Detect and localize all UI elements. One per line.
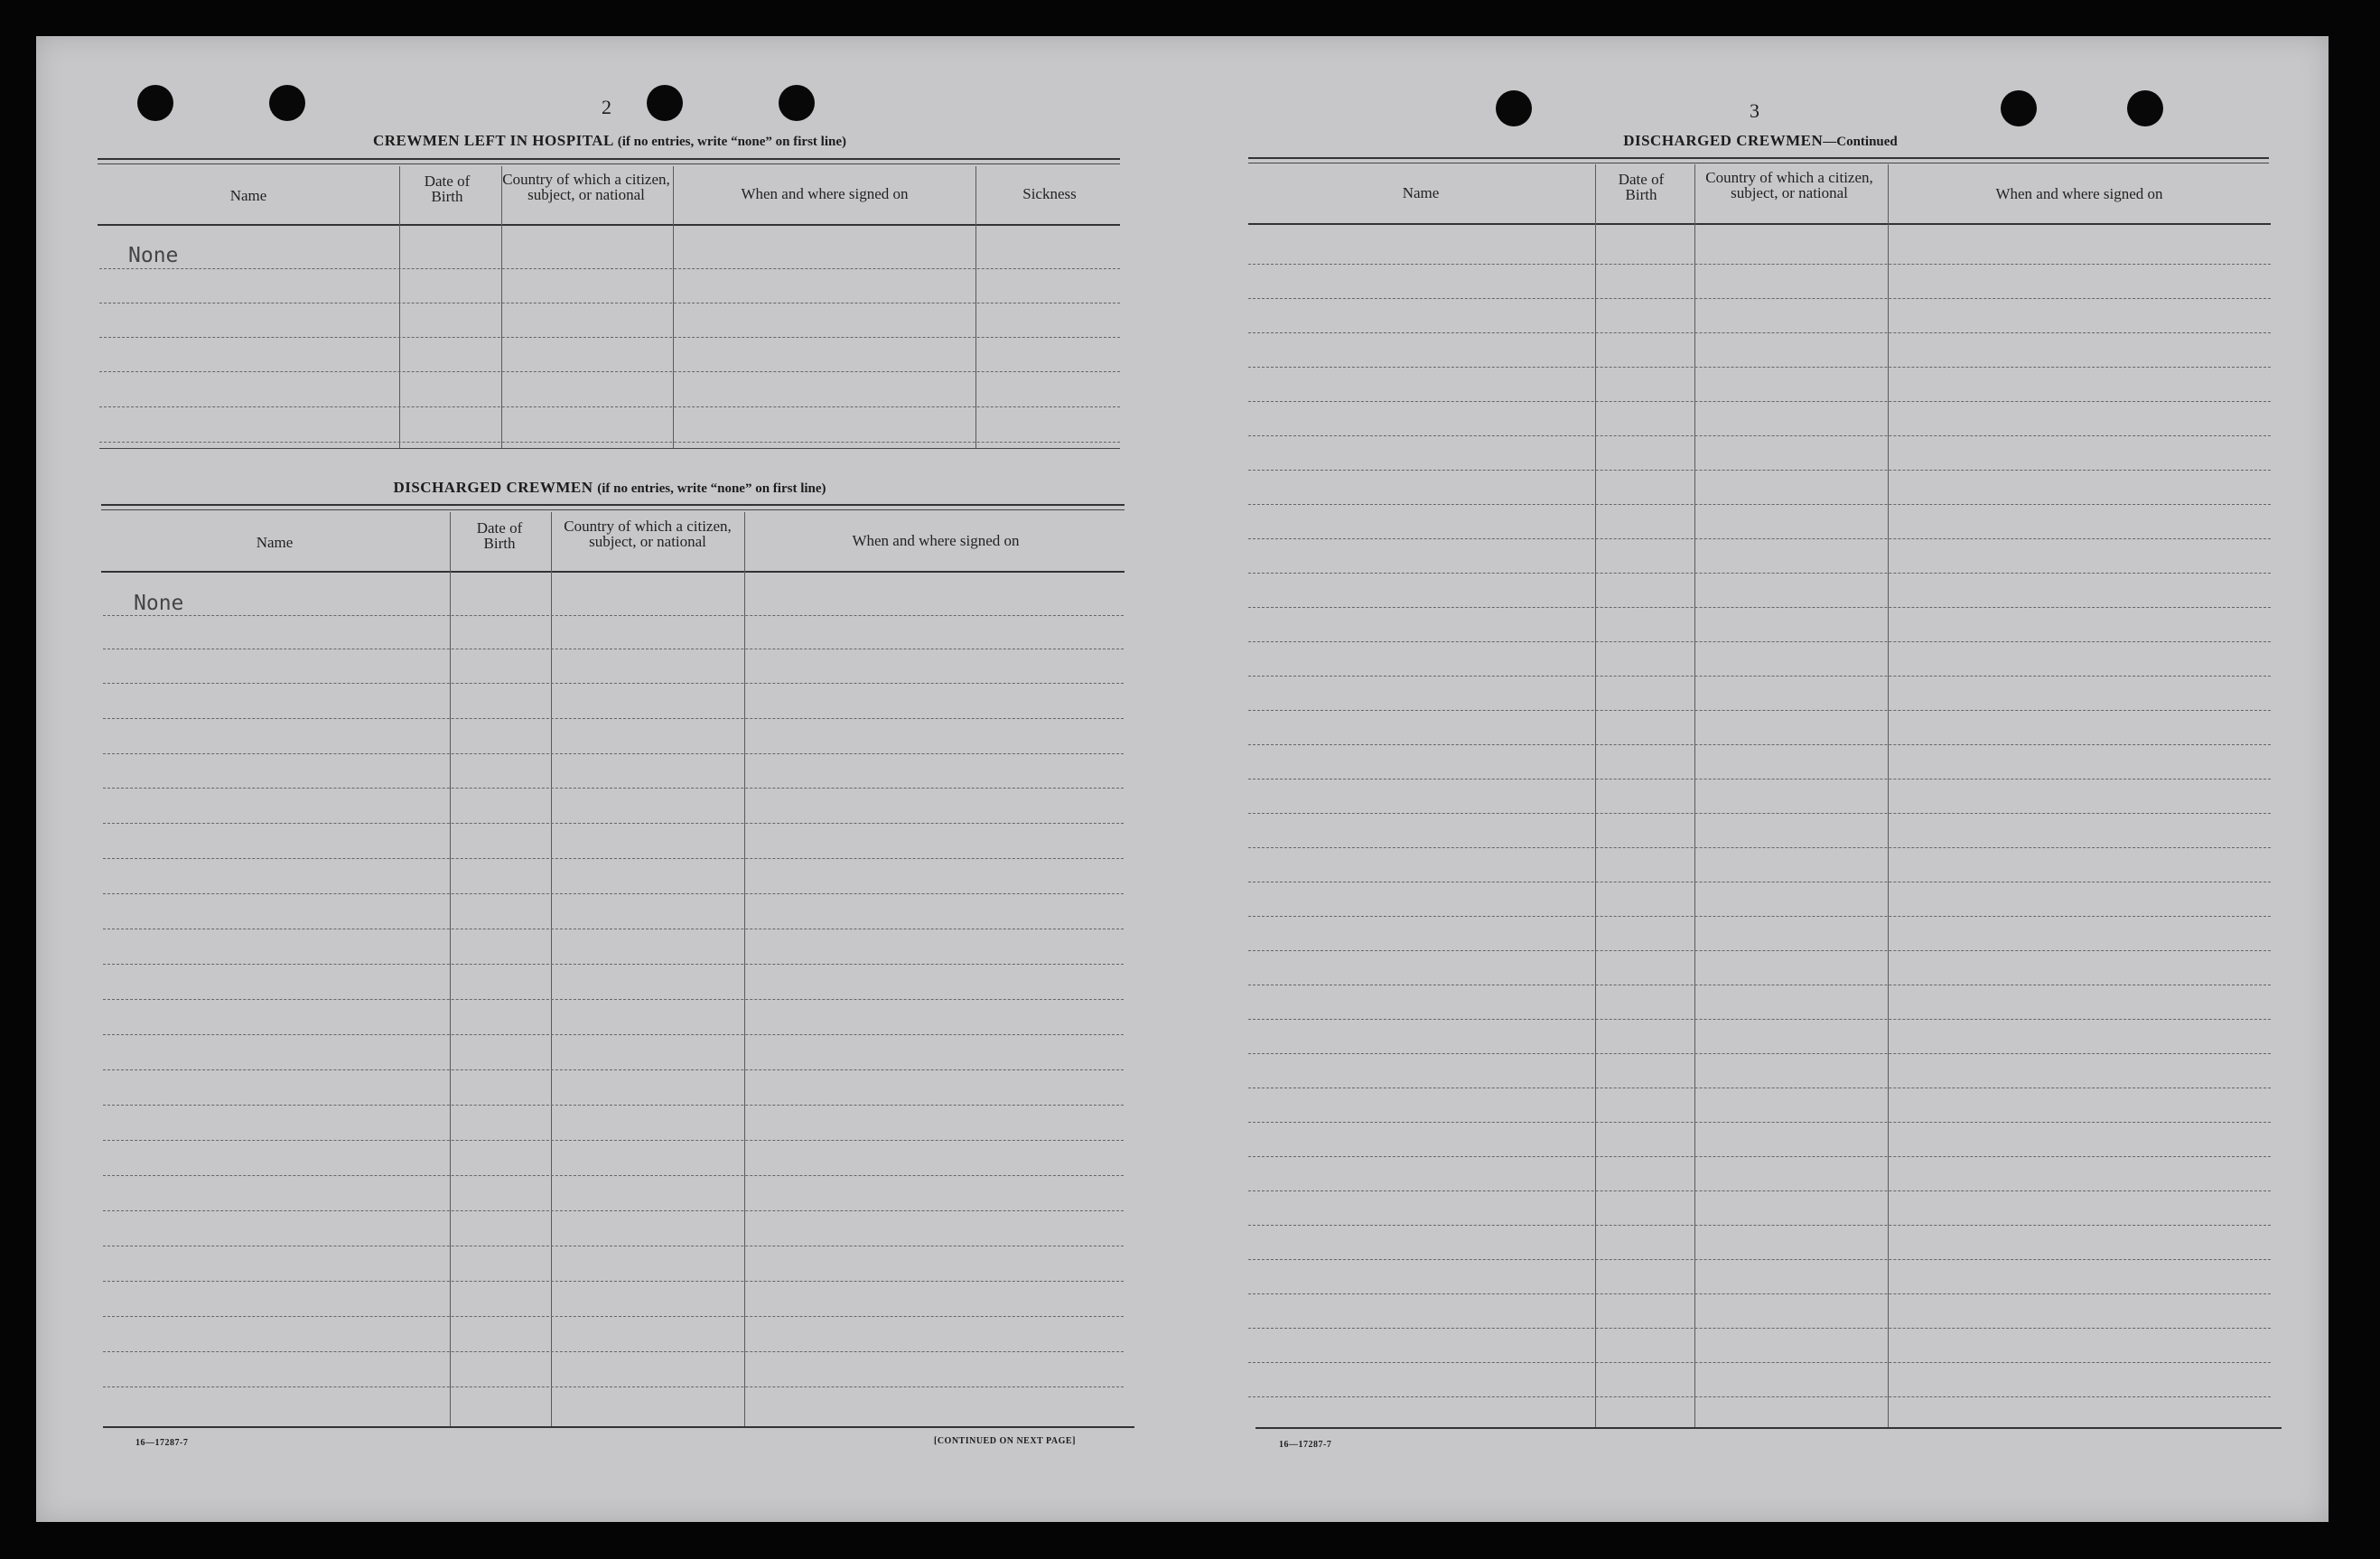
col-header-signed-on: When and where signed on <box>852 532 1020 549</box>
punch-hole <box>779 85 815 121</box>
hospital-first-entry: None <box>128 244 179 267</box>
column-divider <box>1694 164 1695 1427</box>
col-header-name: Name <box>1402 184 1440 201</box>
punch-hole <box>269 85 305 121</box>
entry-line <box>103 753 1124 754</box>
entry-line <box>1248 538 2271 539</box>
entry-line <box>103 1140 1124 1141</box>
entry-line <box>1248 676 2271 677</box>
discharged-section-title: DISCHARGED CREWMEN (if no entries, write “none” on first line) <box>393 479 826 496</box>
punch-hole <box>2127 90 2163 126</box>
table-top-rule <box>98 158 1120 160</box>
entry-line <box>103 1105 1124 1106</box>
entry-line <box>1248 573 2271 574</box>
col-header-date-of-birth: Date of Birth <box>476 519 523 552</box>
entry-line <box>1248 298 2271 299</box>
entry-line <box>1248 1190 2271 1191</box>
entry-line <box>1248 401 2271 402</box>
entry-line <box>103 1281 1124 1282</box>
col-header-name: Name <box>229 187 267 204</box>
entry-line <box>1248 847 2271 848</box>
entry-line <box>99 371 1120 372</box>
col-header-country: Country of which a citizen, subject, or national <box>564 518 732 550</box>
entry-line <box>103 999 1124 1000</box>
entry-line <box>1248 641 2271 642</box>
entry-line <box>103 788 1124 789</box>
entry-line <box>1248 1362 2271 1363</box>
entry-line <box>1248 950 2271 951</box>
entry-line <box>1248 1053 2271 1054</box>
entry-line <box>1248 1328 2271 1329</box>
col-header-sickness: Sickness <box>1022 185 1077 202</box>
entry-line <box>99 406 1120 407</box>
entry-line <box>103 1034 1124 1035</box>
col-header-name: Name <box>256 534 294 551</box>
entry-line <box>1248 1396 2271 1397</box>
discharged-first-entry: None <box>134 592 184 615</box>
entry-line <box>99 442 1120 443</box>
entry-line <box>103 683 1124 684</box>
entry-line <box>1248 744 2271 745</box>
entry-line <box>1248 779 2271 780</box>
entry-line <box>103 1175 1124 1176</box>
entry-line <box>1248 813 2271 814</box>
header-underline <box>98 224 1120 226</box>
entry-line <box>103 893 1124 894</box>
col-header-date-of-birth: Date of Birth <box>1618 171 1665 203</box>
entry-line <box>99 268 1120 269</box>
entry-line <box>1248 435 2271 436</box>
entry-line <box>99 337 1120 338</box>
entry-line <box>1248 916 2271 917</box>
punch-hole <box>1496 90 1532 126</box>
punch-hole <box>647 85 683 121</box>
punch-hole <box>137 85 173 121</box>
entry-line <box>1248 1019 2271 1020</box>
punch-hole <box>2001 90 2037 126</box>
entry-line <box>1248 470 2271 471</box>
entry-line <box>103 615 1124 616</box>
continued-note: [CONTINUED ON NEXT PAGE] <box>934 1436 1076 1446</box>
entry-line <box>1248 504 2271 505</box>
col-header-date-of-birth: Date of Birth <box>424 173 471 205</box>
table-top-rule <box>98 163 1120 164</box>
table-top-rule <box>101 509 1125 510</box>
col-header-country: Country of which a citizen, subject, or national <box>502 171 670 203</box>
header-underline <box>1248 223 2271 225</box>
entry-line <box>103 1316 1124 1317</box>
form-number: 16—17287-7 <box>1279 1440 1332 1450</box>
discharged-continued-title: DISCHARGED CREWMEN—Continued <box>1623 132 1898 149</box>
entry-line <box>103 964 1124 965</box>
table-top-rule <box>101 504 1125 506</box>
header-underline <box>101 571 1125 573</box>
hospital-section-title: CREWMEN LEFT IN HOSPITAL (if no entries, write “none” on first line) <box>373 132 846 149</box>
entry-line <box>103 823 1124 824</box>
col-header-country: Country of which a citizen, subject, or national <box>1705 169 1873 201</box>
table-bottom-rule <box>103 1426 1134 1428</box>
entry-line <box>1248 1122 2271 1123</box>
entry-line <box>103 718 1124 719</box>
entry-line <box>1248 264 2271 265</box>
entry-line <box>103 858 1124 859</box>
form-number: 16—17287-7 <box>135 1438 189 1448</box>
column-divider <box>1888 164 1889 1427</box>
page-number: 2 <box>602 96 611 118</box>
table-top-rule <box>1248 157 2269 159</box>
entry-line <box>1248 1259 2271 1260</box>
entry-line <box>103 1351 1124 1352</box>
entry-line <box>1248 710 2271 711</box>
entry-line <box>1248 1225 2271 1226</box>
entry-line <box>1248 332 2271 333</box>
entry-line <box>103 1069 1124 1070</box>
column-divider <box>1595 164 1596 1427</box>
col-header-signed-on: When and where signed on <box>741 185 909 202</box>
entry-line <box>1248 1293 2271 1294</box>
table-bottom-rule <box>99 448 1120 449</box>
table-bottom-rule <box>1255 1427 2282 1429</box>
entry-line <box>1248 367 2271 368</box>
entry-line <box>1248 1156 2271 1157</box>
entry-line <box>1248 607 2271 608</box>
page-number: 3 <box>1750 99 1759 122</box>
col-header-signed-on: When and where signed on <box>1995 185 2163 202</box>
entry-line <box>103 1210 1124 1211</box>
entry-line <box>103 1386 1124 1387</box>
